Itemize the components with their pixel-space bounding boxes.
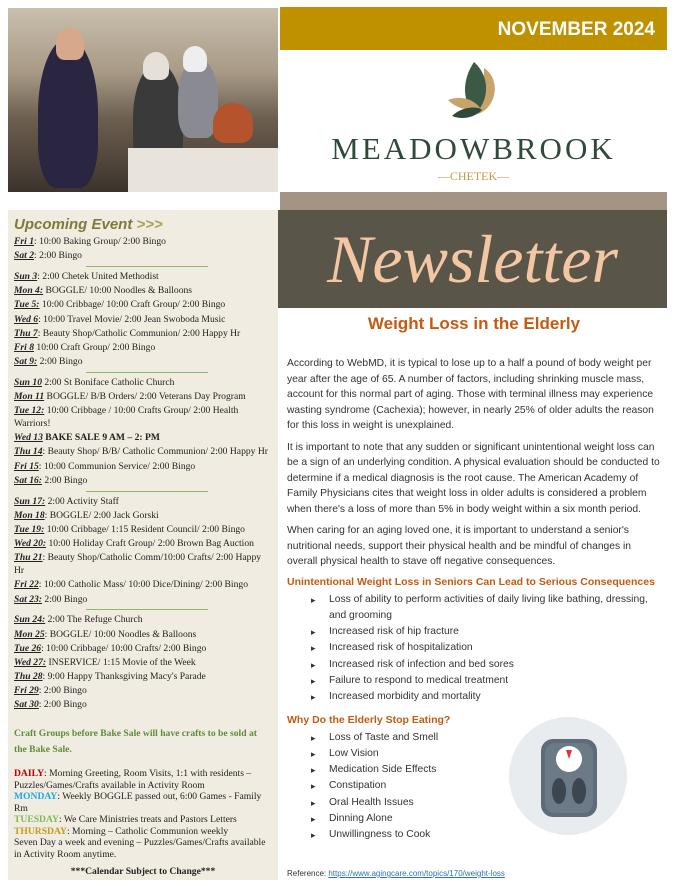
list-item: ▸ Dinning Alone	[311, 811, 661, 827]
event-text: 2:00 St Boniface Catholic Church	[42, 376, 175, 388]
event-day: Wed 13	[14, 432, 43, 444]
list-item: ▸ Loss of Taste and Smell	[311, 730, 661, 746]
note-text: : Weekly BOGGLE passed out, 6:00 Games - Family Rm	[14, 791, 262, 814]
brand-name: MEADOWBROOK	[331, 131, 616, 166]
week-divider	[86, 609, 208, 610]
article-paragraph: When caring for an aging loved one, it is important to understand a senior's nutritional needs, support their physical health and be mindful of changes in overall physical health to stave off negative consequences.	[287, 525, 632, 567]
event-text: 2:00 The Refuge Church	[45, 614, 143, 626]
note-text: : We Care Ministries treats and Pastors Letters	[58, 814, 237, 826]
event-day: Mon 25	[14, 628, 45, 640]
scale-illustration	[509, 717, 627, 835]
event-text: BOGGLE/ 10:00 Noodles & Balloons	[43, 285, 193, 297]
event-text: : 10:00 Catholic Mass/ 10:00 Dice/Dining/ 2:00 Bingo	[38, 579, 248, 591]
note-row	[14, 791, 272, 814]
residents-photo	[8, 8, 278, 192]
event-text: : 10:00 Cribbage/ 10:00 Crafts/ 2:00 Bingo	[41, 642, 207, 654]
event-row	[14, 391, 272, 404]
event-day: Fri 8	[14, 341, 34, 353]
article-title: Weight Loss in the Elderly	[367, 314, 581, 333]
event-row	[14, 643, 272, 656]
section-heading: Unintentional Weight Loss in Seniors Can Lead to Serious Consequences	[287, 575, 655, 588]
event-day: Thu 14	[14, 446, 43, 458]
event-row	[14, 510, 272, 523]
note-row	[14, 768, 272, 791]
consequences-list	[287, 592, 661, 706]
event-row	[14, 461, 272, 474]
event-day: Thu 7	[14, 327, 38, 339]
event-text: 2:00 Bingo	[42, 593, 88, 605]
event-day: Wed 6	[14, 313, 39, 325]
week-divider	[86, 491, 208, 492]
event-row	[14, 538, 272, 551]
event-text: : 9:00 Happy Thanksgiving Macy's Parade	[42, 671, 206, 683]
note-label: DAILY	[14, 768, 45, 780]
event-row	[14, 250, 272, 263]
note-text: : Morning Greeting, Room Visits, 1:1 with residents – Puzzles/Games/Crafts available in Activity Room	[14, 768, 252, 791]
event-row	[14, 671, 272, 684]
event-row	[14, 356, 272, 369]
section-heading: Why Do the Elderly Stop Eating?	[287, 713, 451, 726]
brand-location: —CHETEK—	[437, 169, 510, 183]
meadowbrook-logo	[280, 60, 667, 184]
event-row	[14, 236, 272, 249]
event-row	[14, 685, 272, 698]
event-text: 2:00 Activity Staff	[45, 495, 119, 507]
article-paragraph: According to WebMD, it is typical to lose up to a half a pound of body weight per year after the age of 65. A number of factors, including shrinking muscle mass, account for this normal part of aging. Those with terminal illness may experience wasting syndrome (Cachexia); however, in nearly 25% of older adults the reason for this loss in weight is unexplained.	[287, 358, 654, 431]
list-item: ▸ Increased risk of hip fracture	[311, 624, 661, 640]
event-day: Tue 19:	[14, 524, 45, 535]
event-text: 10:00 Cribbage/ 10:00 Craft Group/ 2:00 Bingo	[39, 299, 226, 311]
event-row	[14, 552, 272, 578]
list-item: ▸ Increased morbidity and mortality	[311, 689, 661, 705]
event-row	[14, 629, 272, 642]
event-text: : 10:00 Travel Movie/ 2:00 Jean Swoboda Music	[38, 313, 226, 325]
event-text: 10:00 Holiday Craft Group/ 2:00 Brown Bag Auction	[46, 538, 254, 550]
event-text: : BOGGLE/ 10:00 Noodles & Balloons	[44, 628, 197, 640]
event-day: Wed 20:	[14, 538, 47, 550]
event-day: Mon 11	[14, 391, 45, 403]
event-day: Tue 5:	[14, 299, 40, 311]
event-text: : Beauty Shop/Catholic Communion/ 2:00 Happy Hr	[37, 327, 241, 339]
newsletter-title: Newsletter	[278, 210, 667, 308]
note-text: : Morning – Catholic Communion weekly	[66, 825, 229, 837]
list-item: ▸ Oral Health Issues	[311, 795, 661, 811]
list-item: ▸ Increased risk of hospitalization	[311, 640, 661, 656]
event-day: Sun 24:	[14, 614, 46, 626]
event-text: : BOGGLE/ 2:00 Jack Gorski	[44, 509, 159, 521]
event-row	[14, 524, 272, 537]
event-row	[14, 342, 272, 355]
event-text: 10:00 Craft Group/ 2:00 Bingo	[34, 341, 156, 353]
event-row	[14, 475, 272, 488]
event-day: Mon 18	[14, 509, 45, 521]
event-day: Wed 27:	[14, 656, 47, 668]
event-text: BOGGLE/ B/B Orders/ 2:00 Veterans Day Program	[44, 391, 246, 403]
event-day: Tue 12:	[14, 405, 45, 417]
week-divider	[86, 372, 208, 373]
week-divider	[86, 266, 208, 267]
event-row	[14, 579, 272, 592]
event-text: 2:00 Bingo	[42, 474, 88, 486]
event-day: Mon 4:	[14, 285, 44, 297]
divider-band	[280, 192, 667, 210]
event-day: Tue 26	[14, 642, 42, 654]
craft-note: Craft Groups before Bake Sale will have crafts to be sold at the Bake Sale.	[14, 728, 257, 756]
event-day: Thu 21	[14, 552, 43, 564]
event-text: : 2:00 Bingo	[38, 685, 87, 697]
list-item: ▸ Increased risk of infection and bed sores	[311, 657, 661, 673]
event-text: : 2:00 Bingo	[34, 250, 82, 262]
month-banner: NOVEMBER 2024	[280, 7, 667, 50]
event-day: Fri 29	[14, 685, 39, 697]
leaf-logo-icon	[444, 60, 504, 122]
events-list	[14, 236, 272, 712]
list-item: ▸ Loss of ability to perform activities of daily living like bathing, dressing, and grooming	[311, 592, 661, 625]
note-label: MONDAY	[14, 791, 58, 803]
events-sidebar	[8, 210, 278, 880]
calendar-disclaimer: ***Calendar Subject to Change***	[70, 866, 216, 878]
reference-link[interactable]: https://www.agingcare.com/topics/170/weight-loss	[328, 869, 505, 878]
event-day: Fri 1	[14, 236, 34, 247]
event-row	[14, 285, 272, 298]
event-day: Sun 10	[14, 376, 42, 388]
event-text: : Beauty Shop/Catholic Comm/10:00 Crafts/ 2:00 Happy Hr	[14, 552, 262, 577]
event-day: Sat 23:	[14, 593, 42, 605]
list-item: ▸ Medication Side Effects	[311, 762, 661, 778]
event-row	[14, 432, 272, 445]
list-item: ▸ Constipation	[311, 778, 661, 794]
event-day: Sat 2	[14, 250, 34, 262]
event-text: : 2:00 Bingo	[38, 699, 87, 711]
article-paragraph: It is important to note that any sudden or significant unintentional weight loss can be a sign of an underlying condition. A physical evaluation should be conducted to determine if a medical diagnosis is the root cause. The American Academy of Family Physicians cites that weight loss in older adults is considered a problem when there's a loss of more than 5% in body weight within a six month period.	[287, 441, 660, 515]
list-item: ▸ Unwillingness to Cook	[311, 827, 661, 843]
bathroom-scale-icon	[509, 717, 627, 835]
event-day: Thu 28	[14, 671, 43, 683]
event-row	[14, 405, 272, 431]
events-heading: Upcoming Event >>>	[14, 216, 163, 233]
note-row	[14, 826, 272, 838]
event-text: : Beauty Shop/ B/B/ Catholic Communion/ 2:00 Happy Hr	[42, 446, 268, 458]
event-day: Sat 9:	[14, 356, 38, 368]
event-row	[14, 594, 272, 607]
event-day: Fri 15	[14, 460, 39, 472]
event-row	[14, 446, 272, 459]
weekly-notes	[14, 768, 272, 837]
list-item: ▸ Failure to respond to medical treatment	[311, 673, 661, 689]
event-text: 2:00 Bingo	[37, 356, 83, 368]
event-text: 10:00 Cribbage/ 1:15 Resident Council/ 2:00 Bingo	[44, 524, 245, 535]
event-text: BAKE SALE 9 AM – 2: PM	[42, 432, 160, 444]
event-text: : 10:00 Communion Service/ 2:00 Bingo	[38, 460, 196, 472]
note-label: TUESDAY	[14, 814, 59, 826]
event-row	[14, 614, 272, 627]
event-row	[14, 299, 272, 312]
event-row	[14, 314, 272, 327]
event-row	[14, 377, 272, 390]
event-row	[14, 328, 272, 341]
event-text: : 2:00 Chetek United Methodist	[37, 270, 159, 282]
event-day: Sun 3	[14, 270, 38, 282]
list-item: ▸ Low Vision	[311, 746, 661, 762]
note-row	[14, 814, 272, 826]
note-label: THURSDAY	[14, 825, 67, 837]
event-text: INSERVICE/ 1:15 Movie of the Week	[46, 656, 196, 668]
event-day: Fri 22	[14, 579, 39, 591]
seven-day-note: Seven Day a week and evening – Puzzles/Games/Crafts available in Activity Room anytime.	[14, 837, 266, 860]
event-row	[14, 271, 272, 284]
event-day: Sat 16:	[14, 474, 42, 486]
event-row	[14, 699, 272, 712]
event-text: : 10:00 Baking Group/ 2:00 Bingo	[34, 236, 166, 247]
event-day: Sat 30	[14, 699, 39, 711]
event-row	[14, 657, 272, 670]
event-day: Sun 17:	[14, 495, 46, 507]
event-row	[14, 496, 272, 509]
event-text: 10:00 Cribbage / 10:00 Crafts Group/ 2:00 Health Warriors!	[14, 405, 239, 430]
reference: Reference: https://www.agingcare.com/topics/170/weight-loss	[287, 869, 505, 878]
